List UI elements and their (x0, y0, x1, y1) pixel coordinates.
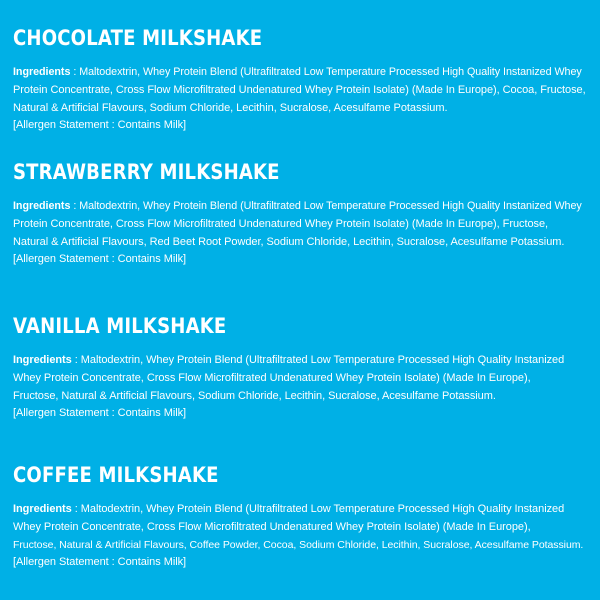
ingredients-line: Ingredients : Maltodextrin, Whey Protein Blend (Ultrafiltrated Low Temperature Processed High Quality Instanized (13, 354, 565, 366)
ingredients-text (13, 352, 591, 423)
ingredients-text (13, 198, 591, 269)
ingredients-line: Ingredients : Maltodextrin, Whey Protein Blend (Ultrafiltrated Low Temperature Processed High Quality Instanized Whey (13, 200, 582, 212)
section-title: VANILLA MILKSHAKE (13, 314, 227, 338)
ingredients-line: Protein Concentrate, Cross Flow Microfiltrated Undenatured Whey Protein Isolate) (Made In Europe), Cocoa, Fructose, (13, 83, 586, 96)
allergen-statement: [Allergen Statement : Contains Milk] (13, 407, 187, 420)
section-title: CHOCOLATE MILKSHAKE (13, 26, 263, 50)
ingredients-line: Whey Protein Concentrate, Cross Flow Microfiltrated Undenatured Whey Protein Isolate) (Made In Europe), (13, 371, 531, 384)
section-chocolate-milkshake (13, 26, 591, 135)
allergen-statement: [Allergen Statement : Contains Milk] (13, 119, 187, 132)
ingredients-line: Natural & Artificial Flavours, Sodium Chloride, Lecithin, Sucralose, Acesulfame Potassium. (13, 101, 448, 114)
section-strawberry-milkshake (13, 160, 591, 269)
ingredients-text (13, 64, 591, 135)
ingredients-line: Fructose, Natural & Artificial Flavours, Coffee Powder, Cocoa, Sodium Chloride, Lecithin, Sucralose, Acesulfame Potassium. (13, 538, 584, 551)
section-title: STRAWBERRY MILKSHAKE (13, 160, 280, 184)
allergen-statement: [Allergen Statement : Contains Milk] (13, 253, 187, 266)
section-coffee-milkshake (13, 463, 591, 572)
ingredients-label: Ingredients (13, 503, 72, 515)
ingredients-line: Natural & Artificial Flavours, Red Beet Root Powder, Sodium Chloride, Lecithin, Sucralose, Acesulfame Potassium. (13, 235, 565, 248)
allergen-statement: [Allergen Statement : Contains Milk] (13, 556, 187, 569)
ingredients-line: Whey Protein Concentrate, Cross Flow Microfiltrated Undenatured Whey Protein Isolate) (Made In Europe), (13, 520, 531, 533)
section-vanilla-milkshake (13, 314, 591, 423)
section-title: COFFEE MILKSHAKE (13, 463, 219, 487)
ingredients-label: Ingredients (13, 200, 71, 212)
ingredients-line: Ingredients : Maltodextrin, Whey Protein Blend (Ultrafiltrated Low Temperature Processed High Quality Instanized Whey (13, 66, 582, 78)
ingredients-line: Fructose, Natural & Artificial Flavours, Sodium Chloride, Lecithin, Sucralose, Acesulfame Potassium. (13, 389, 496, 402)
ingredients-text (13, 501, 591, 572)
ingredients-line: Ingredients : Maltodextrin, Whey Protein Blend (Ultrafiltrated Low Temperature Processed High Quality Instanized (13, 503, 565, 515)
ingredients-label: Ingredients (13, 354, 72, 366)
ingredients-label: Ingredients (13, 66, 71, 78)
ingredients-line: Protein Concentrate, Cross Flow Microfiltrated Undenatured Whey Protein Isolate) (Made In Europe), Fructose, (13, 217, 549, 230)
